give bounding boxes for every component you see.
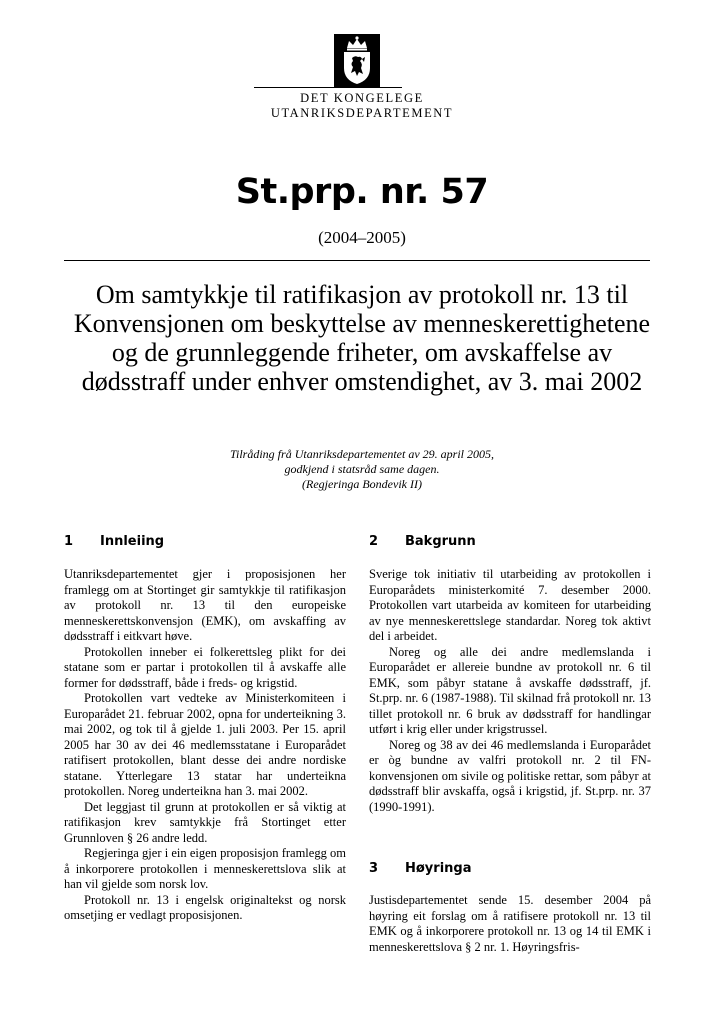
section-1-paragraph-5: Regjeringa gjer i ein eigen proposisjon framlegg om å inkorporere protokollen i menneskerettslova slik at han vil gjelde som norsk lov.: [64, 846, 346, 891]
ministry-name: [200, 91, 524, 121]
section-1-heading: [64, 534, 164, 550]
section-2-paragraph-2: Noreg og alle dei andre medlemslanda i Europarådet er allereie bundne av protokoll nr. 6 til EMK, som påbyr statane å avskaffe dødsstraff, jf. St.prp. nr. 6 (1987-1988). Til skilnad frå protokoll nr. 13 tillet protokoll nr. 6 bruk av dødsstraff for handlingar utført i krig eller under krigstrussel.: [369, 644, 651, 736]
section-2-title: Bakgrunn: [405, 534, 476, 549]
section-2-paragraph-3: Noreg og 38 av dei 46 medlemslanda i Europarådet er òg bundne av valfri protokoll nr. 2 til FN-konvensjonen om sivile og politiske rettar, som påbyr at dødsstraff blir avskaffa, også i krigstid, jf. St.prp. nr. 37 (1990-1991).: [369, 737, 651, 814]
document-title: Om samtykkje til ratifikasjon av protokoll nr. 13 til Konvensjonen om beskyttelse av menneskerettighetene og de grunnleggende friheter, om avskaffelse av dødsstraff under enhver omstendighet, av 3. mai 2002: [73, 280, 651, 396]
header-rule: [254, 87, 402, 88]
recommendation-line-1: Tilråding frå Utanriksdepartementet av 29. april 2005,: [230, 447, 494, 461]
section-1-paragraph-3: Protokollen vart vedteke av Ministerkomiteen i Europarådet 21. februar 2002, opna for underteikning 3. mai 2002, og tok til å gjelde 1. juli 2003. Per 15. april 2005 har 30 av dei 46 medlemsstatane i Europarådet ratifisert protokollen, blant desse dei andre nordiske statane. Ytterlegare 13 statar har underteikna protokollen. Noreg underteikna han 3. mai 2002.: [64, 691, 346, 798]
ministry-name-line-1: DET KONGELEGE: [300, 91, 424, 105]
section-3-number: 3: [369, 861, 379, 876]
section-2-number: 2: [369, 534, 379, 549]
section-2-heading: [369, 534, 476, 550]
ministry-name-line-2: UTANRIKSDEPARTEMENT: [270, 106, 454, 120]
section-3-title: Høyringa: [405, 861, 472, 876]
recommendation-line-2: godkjend i statsråd same dagen.: [284, 462, 440, 476]
section-3-body: [369, 893, 651, 955]
section-1-paragraph-4: Det leggjast til grunn at protokollen er så viktig at ratifikasjon krev samtykkje frå Stortinget etter Grunnloven § 26 andre ledd.: [64, 799, 346, 845]
coat-of-arms-icon: [334, 34, 380, 88]
recommendation-line-3: (Regjeringa Bondevik II): [302, 477, 422, 491]
section-1-paragraph-6: Protokoll nr. 13 i engelsk originaltekst og norsk omsetjing er vedlagt proposisjonen.: [64, 892, 346, 922]
section-1-paragraph-2: Protokollen inneber ei folkerettsleg plikt for dei statane som er partar i protokollen til å avskaffe alle former for dødsstraff, både i freds- og krigstid.: [64, 644, 346, 690]
section-3-heading: [369, 861, 472, 877]
proposition-session: (2004–2005): [318, 228, 406, 247]
section-2-body: [369, 567, 651, 815]
section-3-paragraph-1: Justisdepartementet sende 15. desember 2004 på høyring eit forslag om å ratifisere protokoll nr. 13 til EMK og å inkorporere protokoll nr. 13 og 14 til EMK i menneskerettslova § 2 nr. 1. Høyringsfris-: [369, 893, 651, 954]
title-divider: [64, 260, 650, 261]
section-2-paragraph-1: Sverige tok initiativ til utarbeiding av protokollen i Europarådets ministerkomité 7. desember 2000. Protokollen vart utarbeida av komiteen for utarbeiding av nye menneskerettslege standardar. Noreg tok aktivt del i arbeidet.: [369, 567, 651, 643]
recommendation-note: [150, 447, 574, 492]
section-1-number: 1: [64, 534, 74, 549]
section-1-paragraph-1: Utanriksdepartementet gjer i proposisjonen her framlegg om at Stortinget gir samtykkje til ratifikasjon av protokoll nr. 13 til den europeiske menneskerettskonvensjon (EMK), om avskaffing av dødsstraff i eitkvart høve.: [64, 567, 346, 643]
section-1-title: Innleiing: [100, 534, 165, 549]
section-1-body: [64, 567, 346, 924]
proposition-number: St.prp. nr. 57: [235, 172, 489, 212]
